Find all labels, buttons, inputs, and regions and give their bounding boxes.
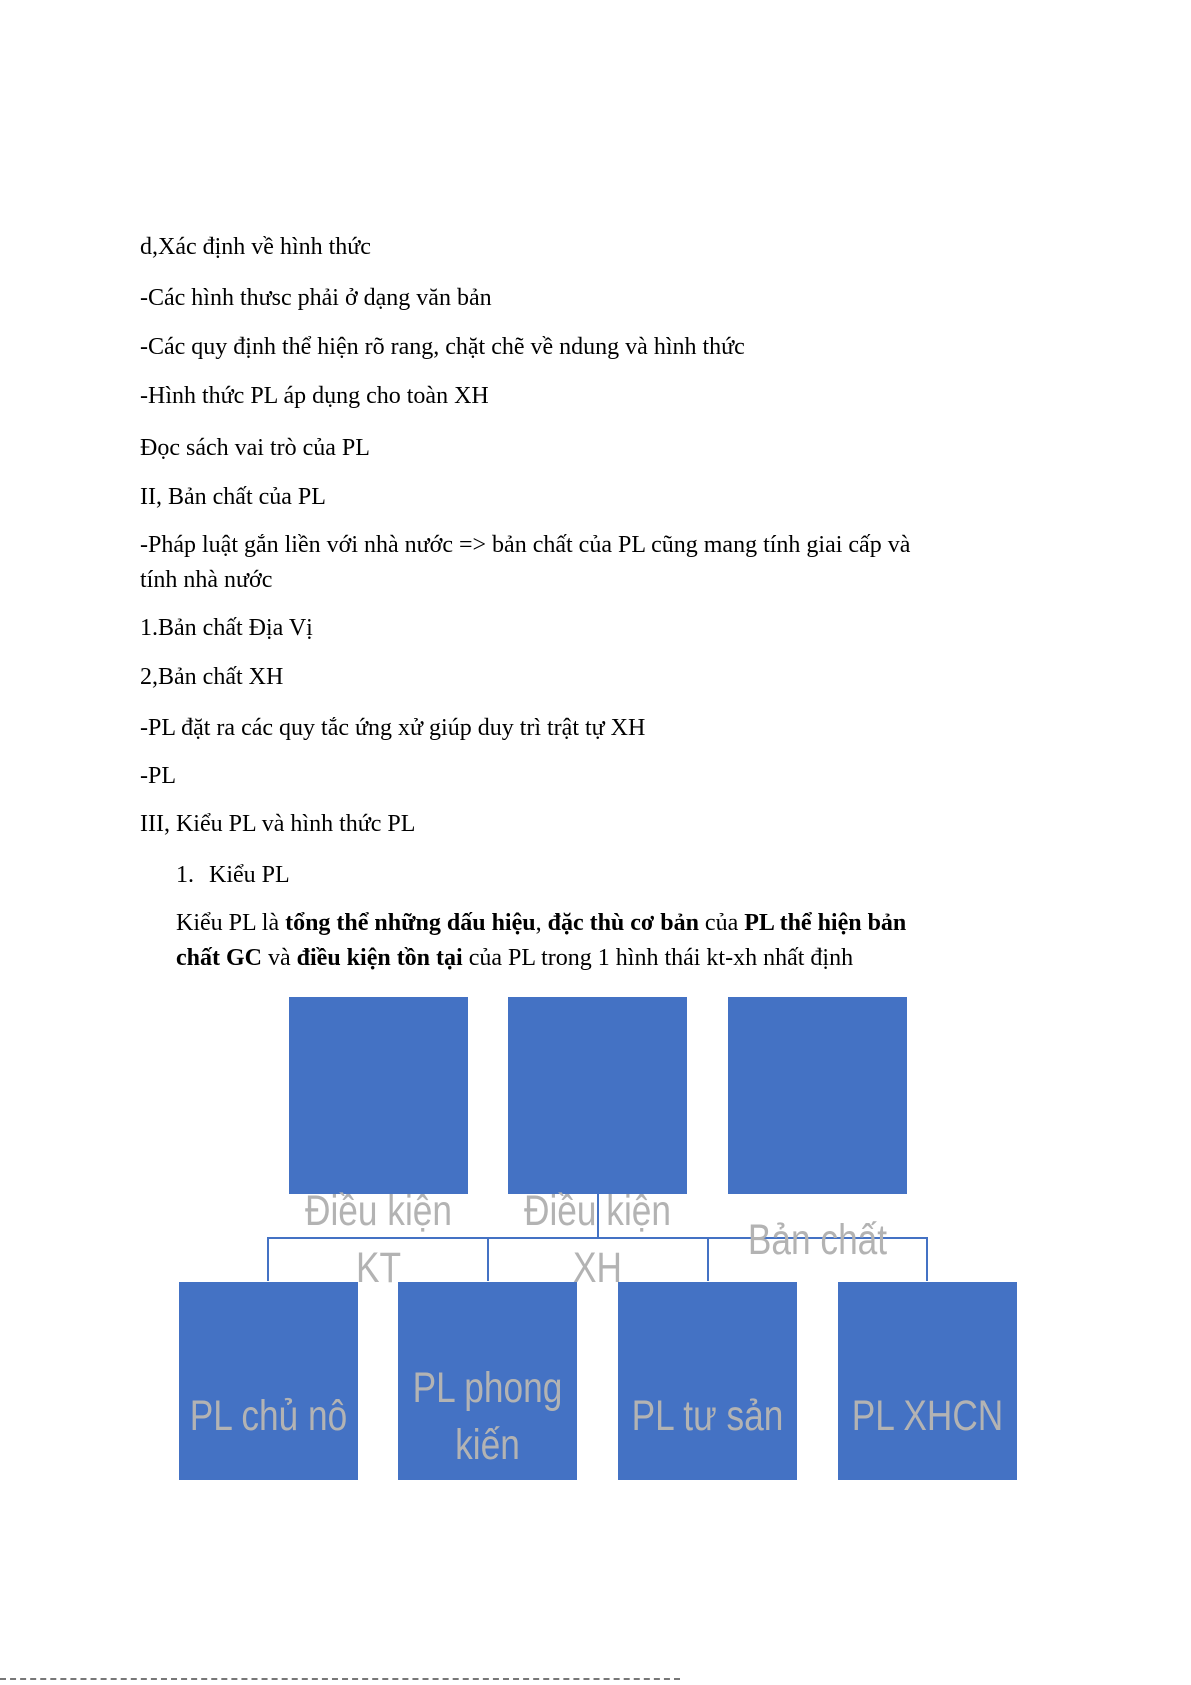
diagram-label: PL phong <box>412 1364 563 1412</box>
footer-separator <box>0 1678 680 1680</box>
text: và <box>262 945 297 971</box>
diagram-label: KT <box>355 1244 402 1292</box>
diagram-label: Điều kiện <box>523 1187 671 1235</box>
text-line: -Pháp luật gắn liền với nhà nước => bản chất của PL cũng mang tính giai cấp và <box>140 532 911 558</box>
diagram-box-pl-xhcn <box>838 1282 1017 1480</box>
text-line: -PL <box>140 763 176 789</box>
list-number: 1. <box>176 862 194 888</box>
text: , <box>535 910 548 936</box>
text-line: -Các hình thưsc phải ở dạng văn bản <box>140 285 492 311</box>
diagram-box-dieu-kien-xh <box>508 997 687 1194</box>
text: của PL trong 1 hình thái kt-xh nhất định <box>462 945 854 971</box>
text: của <box>698 910 745 936</box>
section-heading-iii: III, Kiểu PL và hình thức PL <box>140 811 416 837</box>
diagram-label: PL tư sản <box>631 1392 784 1440</box>
bold-text: điều kiện tồn tại <box>296 945 463 971</box>
diagram-box-ban-chat <box>728 997 907 1194</box>
diagram-box-pl-tu-san <box>618 1282 797 1480</box>
text-line: 1.Bản chất Địa Vị <box>140 615 313 641</box>
bold-text: PL thể hiện bản <box>744 910 907 936</box>
connector-line <box>926 1237 928 1281</box>
diagram-label: XH <box>573 1244 622 1292</box>
text-line: -Các quy định thể hiện rõ rang, chặt chẽ về ndung và hình thức <box>140 334 745 360</box>
section-heading-ii: II, Bản chất của PL <box>140 484 326 510</box>
diagram-label: kiến <box>455 1421 520 1469</box>
text: Kiểu PL là <box>176 910 286 936</box>
bold-text: đặc thù cơ bản <box>547 910 699 936</box>
text-line: -Hình thức PL áp dụng cho toàn XH <box>140 383 489 409</box>
diagram-label: Bản chất <box>747 1216 888 1264</box>
text-line: 2,Bản chất XH <box>140 664 284 690</box>
diagram-box-dieu-kien-kt <box>289 997 468 1194</box>
connector-line <box>707 1237 709 1281</box>
definition-paragraph-line2 <box>176 941 853 975</box>
text-line: tính nhà nước <box>140 567 273 593</box>
connector-line <box>267 1237 269 1281</box>
diagram-label: Điều kiện <box>304 1187 452 1235</box>
definition-paragraph-line1 <box>176 906 906 940</box>
text-line: Đọc sách vai trò của PL <box>140 435 370 461</box>
diagram-box-pl-chu-no <box>179 1282 358 1480</box>
bold-text: chất GC <box>176 945 262 971</box>
connector-line <box>487 1237 489 1281</box>
diagram-label: PL chủ nô <box>189 1392 348 1440</box>
bold-text: tổng thể những dấu hiệu <box>285 910 536 936</box>
diagram-label: PL XHCN <box>851 1392 1004 1440</box>
text-line: -PL đặt ra các quy tắc ứng xử giúp duy trì trật tự XH <box>140 715 646 741</box>
section-heading-d: d,Xác định về hình thức <box>140 234 371 260</box>
list-item-text: Kiểu PL <box>209 862 290 888</box>
